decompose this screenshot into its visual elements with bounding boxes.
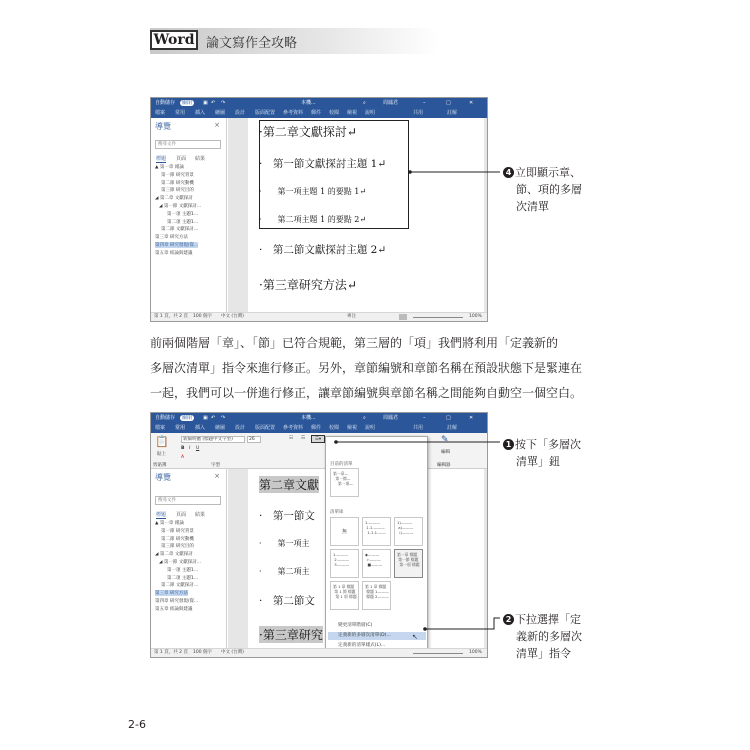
callout-2-line-3: 清單」指令 (516, 647, 571, 660)
mouse-cursor-icon: ↖ (412, 633, 418, 641)
share-button[interactable]: 共用 (413, 425, 424, 431)
callout-2-line-2: 義新的多層次 (516, 630, 582, 643)
numbering-button[interactable]: ☶ (301, 436, 306, 441)
maximize-icon[interactable]: □ (446, 415, 451, 421)
nav-item[interactable]: 第三章 研究方法 (155, 235, 188, 241)
nav-tab-headings[interactable]: 標題 (156, 156, 167, 162)
leader-line-2 (425, 618, 500, 629)
maximize-icon[interactable]: □ (446, 100, 451, 106)
paste-button[interactable]: 貼上 (157, 452, 166, 457)
editor-group: 編輯器 (437, 463, 451, 468)
tab-home[interactable]: 常用 (175, 424, 185, 434)
status-language: 中文 (台灣) (221, 314, 244, 319)
tab-references[interactable]: 參考資料 (283, 425, 304, 431)
callout-4-line-2: 節、項的多層 (516, 183, 582, 196)
tab-layout[interactable]: 版面配置 (255, 425, 276, 431)
nav-item[interactable]: 第四章 研究發現/資... (155, 243, 199, 248)
heading-chapter-3[interactable]: ·第三章研究方法↵ (259, 278, 357, 292)
comments-button[interactable]: 註解 (447, 110, 458, 116)
callout-1-badge: 1 (503, 439, 514, 450)
save-icon[interactable]: ▣ (203, 100, 208, 106)
undo-icon[interactable]: ↶ (211, 100, 216, 106)
list-library-option-6[interactable]: 第 1 章 標題 第 1 節 標題 第 1 項 標題 (330, 581, 359, 610)
nav-item[interactable]: 第一項 主題1... (167, 211, 199, 217)
tab-design[interactable]: 設計 (235, 425, 246, 431)
callout-2-badge: 2 (503, 614, 514, 625)
heading-item-1[interactable]: · 第一項主題 1 的要點 1↵ (259, 187, 367, 196)
callout-2-line-1: 下拉選擇「定 (515, 613, 581, 626)
nav-item[interactable]: 第二項 主題1... (167, 219, 199, 225)
nav-close-icon[interactable]: × (214, 472, 220, 480)
change-list-level-command[interactable]: 變更清單階層(C) (338, 623, 373, 628)
nav-tab-results[interactable]: 結果 (195, 512, 206, 518)
nav-item[interactable]: ◢ 第二章 文獻探討 (155, 196, 193, 202)
zoom-level: 100% (469, 314, 482, 319)
status-words: 100 個字 (193, 314, 213, 319)
focus-button[interactable]: 專注 (347, 314, 356, 319)
leader-dot-1 (334, 440, 338, 444)
tab-view[interactable]: 檢視 (347, 110, 358, 116)
undo-icon[interactable]: ↶ (211, 415, 216, 421)
nav-item[interactable]: 第二節 文獻探討... (161, 583, 199, 589)
heading-chapter-2[interactable]: 第二章文獻 (259, 478, 320, 492)
search-icon[interactable]: ⌕ (363, 415, 366, 421)
nav-item[interactable]: 第三章 研究方法 (155, 591, 188, 597)
list-library-title: 清單庫 (330, 510, 344, 515)
file-name: 本機... (301, 100, 316, 106)
user-name[interactable]: 周鳳君 (383, 100, 399, 106)
tab-insert[interactable]: 插入 (195, 425, 206, 431)
paragraph-line-3: 一起，我們可以一併進行修正，讓章節編號與章節名稱之間能夠自動空一個空白。 (150, 386, 583, 400)
tab-review[interactable]: 校閱 (329, 425, 340, 431)
tab-mailings[interactable]: 郵件 (311, 425, 322, 431)
paste-icon[interactable]: 📋 (155, 435, 169, 448)
close-icon[interactable]: ✕ (469, 100, 474, 106)
tab-help[interactable]: 說明 (365, 425, 376, 431)
nav-item[interactable]: 第四章 研究發現/資... (155, 599, 199, 604)
page-number: 2-6 (128, 718, 146, 731)
nav-tab-pages[interactable]: 頁面 (176, 512, 187, 518)
tab-file[interactable]: 檔案 (155, 110, 166, 116)
nav-item[interactable]: ◢ 第一節 文獻探討... (159, 560, 202, 565)
tab-draw[interactable]: 繪圖 (215, 425, 226, 431)
font-group: 字型 (211, 463, 220, 468)
tab-design[interactable]: 設計 (235, 110, 246, 116)
nav-item[interactable]: 第三節 研究目的 (161, 188, 194, 194)
redo-icon[interactable]: ↷ (221, 415, 226, 421)
nav-search-input[interactable]: 搜尋文件 (155, 496, 221, 505)
leader-dot-2 (423, 627, 427, 631)
tab-mailings[interactable]: 郵件 (311, 110, 322, 116)
heading-chapter-2[interactable]: ·第二章文獻探討↵ (259, 125, 357, 139)
tab-file[interactable]: 檔案 (155, 425, 166, 431)
heading-section-2[interactable]: · 第二節文 (259, 595, 315, 607)
autosave-toggle[interactable]: 關閉 (182, 415, 193, 421)
list-library-option-3[interactable]: 1.——— 2.——— 3.——— (330, 549, 359, 578)
nav-tab-pages[interactable]: 頁面 (176, 156, 187, 162)
leader-dot-4 (408, 170, 412, 174)
nav-item[interactable]: 第三節 研究目的 (161, 544, 194, 550)
nav-tab-results[interactable]: 結果 (195, 156, 206, 162)
heading-chapter-3[interactable]: ·第三章研究 (259, 628, 323, 642)
current-list-option[interactable]: 第一章— 第一節— 第一項— (330, 468, 359, 497)
define-new-multilevel-list-command[interactable]: 定義新的多層次清單(D)... (328, 632, 426, 640)
comments-button[interactable]: 註解 (447, 425, 458, 431)
nav-item[interactable]: 第一節 研究背景 (161, 528, 194, 534)
italic-button[interactable]: I (189, 446, 191, 451)
font-color-button[interactable]: A (181, 455, 185, 460)
clipboard-group: 剪貼簿 (153, 463, 167, 468)
tab-review[interactable]: 校閱 (329, 110, 340, 116)
font-size-select[interactable]: 26 (247, 436, 261, 443)
font-name-select[interactable]: 新細明體 (標題中文字型) (181, 436, 245, 443)
list-library-option-2[interactable]: 1)——— a)——— i)——— (394, 517, 423, 546)
paragraph-line-2: 多層次清單」指令來進行修正。另外，章節編號和章節名稱在預設狀態下是緊連在 (150, 361, 583, 375)
heading-item-1[interactable]: · 第一項主 (259, 539, 310, 548)
define-new-list-style-command[interactable]: 定義新的清單樣式(L)... (338, 643, 386, 648)
paragraph-line-1: 前兩個階層「章」、「節」已符合規範，第三層的「項」我們將利用「定義新的 (150, 336, 559, 350)
heading-section-1[interactable]: · 第一節文 (259, 510, 315, 522)
tab-view[interactable]: 檢視 (347, 425, 358, 431)
nav-item[interactable]: 第二節 研究動機 (161, 180, 194, 186)
tab-references[interactable]: 參考資料 (283, 110, 304, 116)
nav-item[interactable]: 第一節 研究背景 (161, 172, 194, 178)
list-library-option-7[interactable]: 第 1 章 標題 標題 1——— 標題 2——— (362, 581, 391, 610)
zoom-level: 100% (469, 650, 482, 655)
nav-item[interactable]: 第二節 文獻探討... (161, 227, 199, 233)
nav-item[interactable]: 第五章 結論與建議 (155, 250, 193, 256)
heading-item-2[interactable]: · 第二項主題 1 的要點 2↵ (259, 215, 367, 224)
share-button[interactable]: 共用 (413, 110, 424, 116)
book-title: 論文寫作全攻略 (206, 36, 298, 51)
user-name[interactable]: 周鳳君 (383, 415, 399, 421)
word-logo: Word (150, 30, 198, 50)
callout-4-line-3: 次清單 (516, 200, 549, 213)
minimize-icon[interactable]: – (423, 415, 426, 421)
callout-4-line-1: 立即顯示章、 (515, 166, 581, 179)
tab-layout[interactable]: 版面配置 (255, 110, 276, 116)
callout-4-badge: 4 (503, 167, 514, 178)
heading-section-2[interactable]: · 第二節文獻探討主題 2↵ (259, 244, 387, 256)
nav-item[interactable]: 第二節 研究動機 (161, 536, 194, 542)
close-icon[interactable]: ✕ (469, 415, 474, 421)
nav-tab-headings[interactable]: 標題 (156, 512, 167, 518)
nav-item[interactable]: ◢ 第二章 文獻探討 (155, 552, 193, 558)
tab-insert[interactable]: 插入 (195, 110, 206, 116)
list-library-option-5[interactable]: 第一章 標題 第一節 標題 第一項 標題 (394, 549, 423, 578)
tab-draw[interactable]: 繪圖 (215, 110, 226, 116)
autosave-label: 自動儲存 (155, 415, 176, 421)
search-icon[interactable]: ⌕ (363, 100, 366, 106)
file-name: 本機... (301, 415, 316, 421)
nav-search-input[interactable]: 搜尋文件 (155, 140, 221, 149)
callout-1-line-2: 清單」鈕 (516, 455, 560, 468)
tab-help[interactable]: 說明 (365, 110, 376, 116)
multilevel-list-button[interactable]: ☰▾ (311, 435, 325, 443)
nav-title: 導覽 (155, 473, 171, 482)
autosave-toggle[interactable]: 關閉 (182, 100, 193, 106)
edit-button[interactable]: 編輯 (441, 450, 450, 455)
nav-item[interactable]: ◢ 第一節 文獻探討... (159, 204, 202, 209)
current-list-title: 目前的清單 (330, 462, 353, 467)
autosave-label: 自動儲存 (155, 100, 176, 106)
nav-item[interactable]: 第五章 結論與建議 (155, 606, 193, 612)
nav-item[interactable]: 第二項 主題1... (167, 575, 199, 581)
tab-home[interactable]: 常用 (175, 110, 186, 116)
underline-button[interactable]: U (196, 446, 200, 451)
list-library-option-1[interactable]: 1.——— 1.1.——— 1.1.1.—— (362, 517, 391, 546)
list-library-option-4[interactable]: ◆——— ➢——— ■——— (362, 549, 391, 578)
nav-item[interactable]: ▲ 第一章 緒論 (155, 521, 184, 526)
status-page: 第 1 頁，共 2 頁 (154, 650, 188, 655)
save-icon[interactable]: ▣ (203, 415, 208, 421)
editor-icon[interactable]: ✎ (441, 435, 449, 445)
status-page: 第 1 頁，共 2 頁 (154, 314, 188, 319)
list-none-option[interactable]: 無 (330, 517, 359, 546)
nav-item[interactable]: ▲ 第一章 緒論 (155, 165, 184, 170)
heading-section-1[interactable]: · 第一節文獻探討主題 1↵ (259, 158, 387, 170)
bullets-button[interactable]: ☷ (289, 436, 294, 441)
redo-icon[interactable]: ↷ (221, 100, 226, 106)
status-language: 中文 (台灣) (221, 650, 244, 655)
nav-title: 導覽 (155, 122, 171, 131)
nav-item[interactable]: 第一項 主題1... (167, 567, 199, 573)
callout-1-line-1: 按下「多層次 (515, 438, 581, 451)
bold-button[interactable]: B (181, 446, 185, 451)
status-words: 100 個字 (193, 650, 213, 655)
heading-item-2[interactable]: · 第二項主 (259, 567, 310, 576)
nav-close-icon[interactable]: × (214, 121, 220, 129)
minimize-icon[interactable]: – (423, 100, 426, 106)
